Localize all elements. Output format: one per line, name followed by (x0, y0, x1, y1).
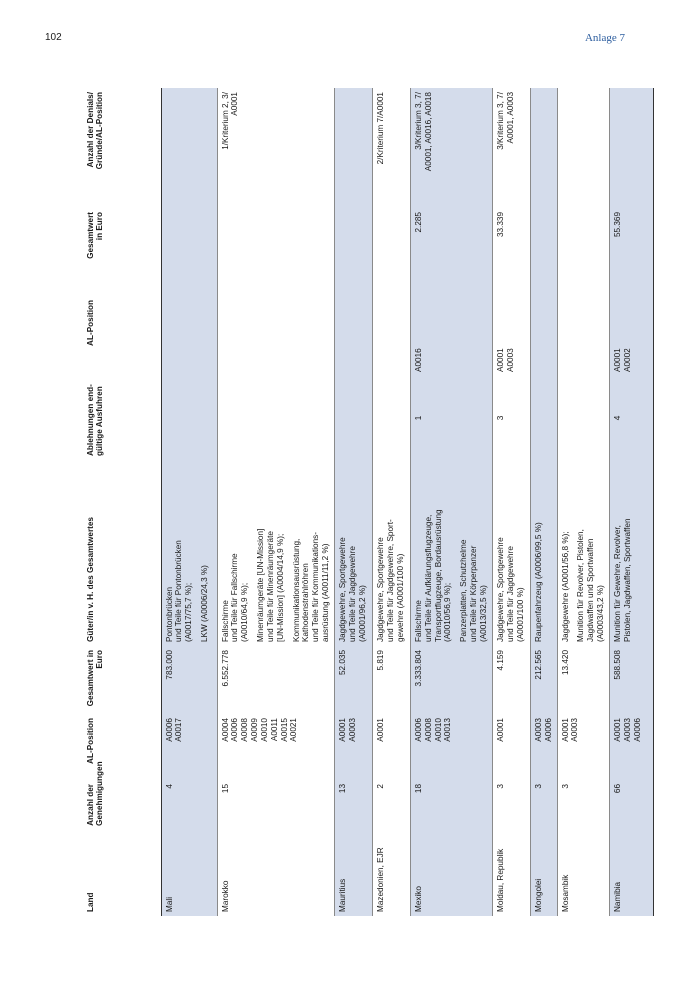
cell-ablehnungen: 4 (609, 376, 653, 460)
cell-land: Mauritius (334, 830, 372, 916)
rotated-table-wrapper (83, 88, 642, 916)
table-row (217, 88, 334, 916)
goods-line: und Teile für Fallschirme (230, 553, 240, 642)
cell-gesamtwert: 5.819 (372, 646, 410, 714)
header-line: Anzahl der Denials/ (86, 92, 95, 168)
table-row (161, 88, 217, 916)
goods-entry (338, 464, 368, 642)
cell-line: A0016 (413, 348, 423, 372)
cell-al-position-2 (372, 296, 410, 376)
cell-al-position-2 (609, 296, 653, 376)
cell-denials (217, 88, 334, 208)
header-line: Gesamtwert (86, 212, 95, 259)
cell-gesamtwert: 783.000 (161, 646, 217, 714)
export-table (83, 88, 654, 916)
cell-line: A0006 (413, 718, 423, 742)
cell-line: A0013 (443, 718, 453, 742)
cell-gueter (410, 460, 492, 646)
cell-anzahl: 13 (334, 780, 372, 830)
cell-line: A0008 (240, 718, 250, 742)
col-header-al-position-2: AL-Position (83, 296, 161, 376)
goods-entry (221, 464, 251, 642)
goods-entry (414, 464, 453, 642)
cell-al-position (217, 714, 334, 780)
cell-line: A0011 (269, 718, 279, 742)
cell-line: 3/Kriterium 3, 7/ (413, 92, 423, 150)
cell-line: A0003 (622, 718, 632, 742)
goods-line: (A0003/43,2 %) (596, 585, 606, 642)
cell-gesamtwert: 13.420 (557, 646, 609, 714)
col-header-gesamtwert-2 (83, 208, 161, 296)
goods-line: Munition für Revolver, Pistolen, (576, 529, 586, 642)
cell-gesamtwert-2: 55.369 (609, 208, 653, 296)
cell-line: A0001 (230, 92, 240, 116)
cell-gesamtwert-2 (530, 208, 557, 296)
cell-line: A0001, A0003 (505, 92, 515, 144)
cell-line: A0001 (495, 718, 505, 742)
table-body (161, 88, 653, 916)
goods-line: Pontonbrücken (164, 586, 174, 642)
cell-al-position-2 (492, 296, 530, 376)
cell-al-position (530, 714, 557, 780)
cell-line: A0001 (495, 348, 505, 372)
goods-entry (459, 464, 489, 642)
cell-gueter (492, 460, 530, 646)
goods-entry (613, 464, 633, 642)
goods-line: Kommunikationsausrüstung, (291, 538, 301, 642)
page-header (45, 32, 625, 48)
goods-line: (A0010/56,9 %); (443, 582, 453, 642)
goods-line: (A0001/100 %) (515, 587, 525, 642)
cell-line: 1/Kriterium 2, 3/ (220, 92, 230, 150)
cell-gesamtwert: 4.159 (492, 646, 530, 714)
cell-gesamtwert-2 (217, 208, 334, 296)
cell-line: A0001 (612, 348, 622, 372)
cell-anzahl: 18 (410, 780, 492, 830)
cell-denials (161, 88, 217, 208)
cell-al-position-2 (334, 296, 372, 376)
cell-line: A0003 (505, 348, 515, 372)
annex-label: Anlage 7 (584, 32, 625, 44)
goods-entry (376, 464, 406, 642)
cell-ablehnungen (334, 376, 372, 460)
cell-anzahl: 15 (217, 780, 334, 830)
header-line: Anzahl der (86, 784, 95, 826)
cell-land: Namibia (609, 830, 653, 916)
rotated-table (83, 88, 642, 916)
cell-al-position (410, 714, 492, 780)
goods-line: [UN-Mission] (A0004/14,9 %); (275, 533, 285, 642)
goods-line: Fallschirme (413, 600, 423, 642)
cell-land: Mali (161, 830, 217, 916)
cell-al-position (334, 714, 372, 780)
goods-line: Raupenfahrzeug (A0006/99,5 %) (533, 522, 543, 642)
cell-gesamtwert-2 (161, 208, 217, 296)
cell-denials (609, 88, 653, 208)
cell-gesamtwert: 6.552.778 (217, 646, 334, 714)
header-line: in Euro (95, 212, 105, 241)
cell-gesamtwert: 212.565 (530, 646, 557, 714)
cell-al-position-2 (410, 296, 492, 376)
goods-line: Pistolen, Jagdwaffen, Sportwaffen (622, 518, 632, 642)
cell-ablehnungen (557, 376, 609, 460)
cell-anzahl: 66 (609, 780, 653, 830)
goods-entry (496, 464, 526, 642)
cell-al-position (161, 714, 217, 780)
header-line: Gründe/AL-Position (95, 92, 105, 170)
table-row (530, 88, 557, 916)
goods-line: gewehre (A0001/100 %) (395, 553, 405, 642)
header-line: gültige Ausfuhren (95, 386, 105, 456)
goods-line: und Teile für Aufklärungsflugzeuge, (423, 514, 433, 642)
cell-line: A0006 (632, 718, 642, 742)
cell-denials (530, 88, 557, 208)
cell-al-position (372, 714, 410, 780)
table-row (372, 88, 410, 916)
table-row (334, 88, 372, 916)
cell-ablehnungen (217, 376, 334, 460)
col-header-land: Land (83, 830, 161, 916)
cell-line: A0001 (560, 718, 570, 742)
cell-gesamtwert-2: 33.339 (492, 208, 530, 296)
cell-gesamtwert-2 (334, 208, 372, 296)
goods-line: (A0010/64,9 %); (240, 582, 250, 642)
table-row (492, 88, 530, 916)
goods-line: Transportflugzeuge, Bordausrüstung (433, 509, 443, 642)
cell-line: A0006 (164, 718, 174, 742)
goods-entry (200, 464, 210, 642)
cell-gesamtwert-2: 2.285 (410, 208, 492, 296)
goods-line: Jagdgewehre, Sportgewehre (375, 537, 385, 642)
goods-line: Fallschirme (220, 600, 230, 642)
cell-gueter (609, 460, 653, 646)
cell-denials (557, 88, 609, 208)
goods-line: (A0001/96,2 %) (357, 585, 367, 642)
cell-gueter (530, 460, 557, 646)
cell-al-position-2 (530, 296, 557, 376)
cell-line: A0017 (174, 718, 184, 742)
goods-entry (165, 464, 195, 642)
goods-line: und Teile für Jagdgewehre (505, 546, 515, 642)
cell-denials (410, 88, 492, 208)
cell-line: A0003 (347, 718, 357, 742)
cell-land: Mazedonien, EJR (372, 830, 410, 916)
cell-ablehnungen: 1 (410, 376, 492, 460)
cell-line: A0001 (375, 718, 385, 742)
cell-anzahl: 3 (530, 780, 557, 830)
cell-ablehnungen: 3 (492, 376, 530, 460)
cell-ablehnungen (372, 376, 410, 460)
goods-line: Jagdgewehre, Sportgewehre (495, 537, 505, 642)
goods-entry (292, 464, 331, 642)
cell-line: 2/Kriterium 7/A0001 (375, 92, 385, 165)
cell-land: Mongolei (530, 830, 557, 916)
goods-line: Kathodenstrahlröhren (301, 563, 311, 642)
cell-line: A0006 (543, 718, 553, 742)
cell-land: Mexiko (410, 830, 492, 916)
goods-entry (561, 464, 571, 642)
goods-line: und Teile für Körperpanzer (469, 545, 479, 642)
table-row (609, 88, 653, 916)
goods-line: ausrüstung (A0011/11,2 %) (321, 543, 331, 642)
cell-land: Mosambik (557, 830, 609, 916)
goods-line: und Teile für Jagdgewehre, Sport- (385, 519, 395, 642)
cell-gesamtwert: 588.508 (609, 646, 653, 714)
cell-line: 3/Kriterium 3, 7/ (495, 92, 505, 150)
col-header-gesamtwert: Gesamtwert in Euro (83, 646, 161, 714)
cell-anzahl: 4 (161, 780, 217, 830)
cell-land: Marokko (217, 830, 334, 916)
cell-line: A0021 (289, 718, 299, 742)
table-row (410, 88, 492, 916)
cell-land: Moldau, Republik (492, 830, 530, 916)
cell-gueter (334, 460, 372, 646)
cell-al-position (609, 714, 653, 780)
cell-al-position-2 (161, 296, 217, 376)
col-header-anzahl (83, 761, 161, 830)
col-header-gueter: Güter/in v. H. des Gesamtwertes (83, 460, 161, 646)
cell-anzahl: 3 (492, 780, 530, 830)
cell-denials (492, 88, 530, 208)
cell-al-position (492, 714, 530, 780)
cell-al-position-2 (217, 296, 334, 376)
cell-al-position-2 (557, 296, 609, 376)
goods-line: Panzerplatten, Schutzhelme (459, 539, 469, 642)
cell-gesamtwert-2 (372, 208, 410, 296)
table-row (557, 88, 609, 916)
header-line: Genehmigungen (95, 761, 105, 826)
cell-gueter (161, 460, 217, 646)
cell-gueter (217, 460, 334, 646)
cell-anzahl: 3 (557, 780, 609, 830)
cell-line: A0008 (423, 718, 433, 742)
col-header-denials (83, 88, 161, 208)
cell-denials (372, 88, 410, 208)
cell-line: A0001, A0016, A0018 (423, 92, 433, 172)
header-line: Ablehnungen end- (86, 384, 95, 456)
cell-gesamtwert-2 (557, 208, 609, 296)
cell-line: A0001 (337, 718, 347, 742)
goods-line: Jagdgewehre (A0001/56,8 %); (560, 531, 570, 642)
table-header-row (83, 88, 161, 916)
goods-line: Munition für Gewehre, Revolver, (612, 525, 622, 642)
goods-entry (256, 464, 286, 642)
cell-gueter (557, 460, 609, 646)
cell-line: A0004 (220, 718, 230, 742)
cell-al-position (557, 714, 609, 780)
cell-gesamtwert: 52.035 (334, 646, 372, 714)
cell-ablehnungen (530, 376, 557, 460)
cell-line: A0003 (533, 718, 543, 742)
goods-entry (576, 464, 606, 642)
cell-gesamtwert: 3.333.804 (410, 646, 492, 714)
cell-line: A0009 (250, 718, 260, 742)
goods-line: und Teile für Pontonbrücken (174, 540, 184, 642)
goods-line: Minenräumgeräte [UN-Mission] (256, 528, 266, 642)
col-header-ablehnungen (83, 376, 161, 460)
goods-line: Jagdgewehre, Sportgewehre (337, 537, 347, 642)
cell-line: A0001 (612, 718, 622, 742)
goods-entry (534, 464, 544, 642)
cell-line: A0002 (622, 348, 632, 372)
cell-gueter (372, 460, 410, 646)
cell-denials (334, 88, 372, 208)
goods-line: (A0013/32,5 %) (479, 585, 488, 642)
cell-line: A0010 (259, 718, 269, 742)
page-number: 102 (45, 32, 62, 43)
goods-line: und Teile für Kommunikations- (311, 532, 321, 642)
cell-anzahl: 2 (372, 780, 410, 830)
cell-ablehnungen (161, 376, 217, 460)
cell-line: A0015 (279, 718, 289, 742)
goods-line: Jagdwaffen und Sportwaffen (586, 538, 596, 642)
goods-line: (A0017/75,7 %); (184, 582, 194, 642)
goods-line: LKW (A0006/24,3 %) (200, 565, 210, 642)
cell-line: A0003 (570, 718, 580, 742)
cell-line: A0006 (230, 718, 240, 742)
goods-line: und Teile für Jagdgewehre (347, 546, 357, 642)
goods-line: und Teile für Minenräumgeräte (265, 531, 275, 642)
col-header-al-position: AL-Position (83, 714, 161, 780)
cell-line: A0010 (433, 718, 443, 742)
